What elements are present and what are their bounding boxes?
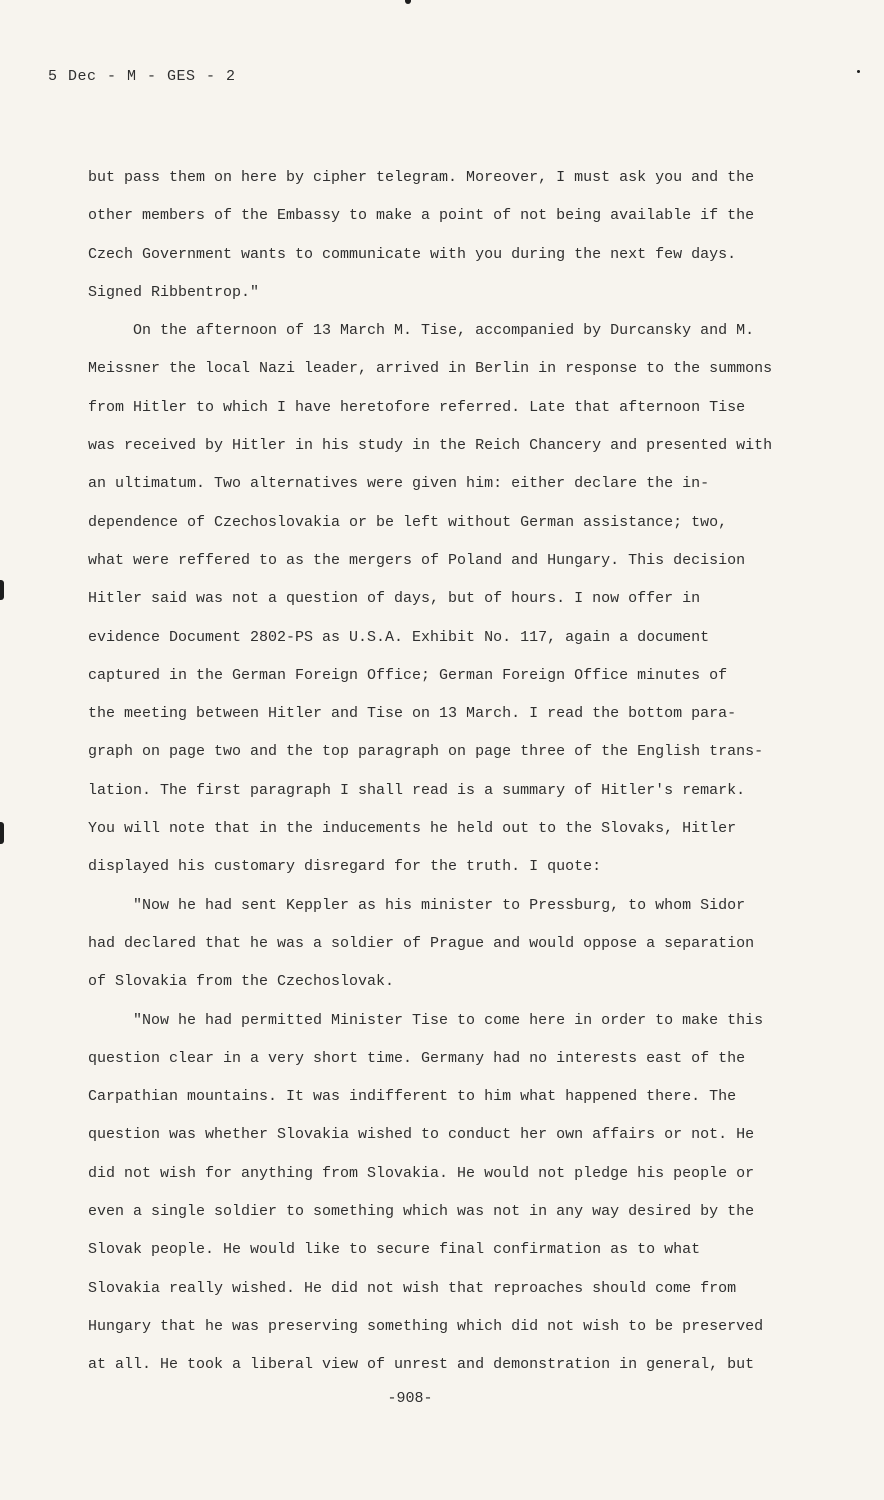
text-line: evidence Document 2802-PS as U.S.A. Exhibit No. 117, again a document bbox=[88, 628, 710, 646]
text-line: displayed his customary disregard for the truth. I quote: bbox=[88, 858, 602, 876]
text-line: the meeting between Hitler and Tise on 13 March. I read the bottom para- bbox=[88, 705, 737, 723]
text-line: but pass them on here by cipher telegram. Moreover, I must ask you and the bbox=[88, 169, 755, 186]
text-line: question was whether Slovakia wished to conduct her own affairs or not. He bbox=[88, 1126, 755, 1144]
text-line: other members of the Embassy to make a point of not being available if the bbox=[88, 207, 755, 225]
text-line: "Now he had sent Keppler as his minister to Pressburg, to whom Sidor bbox=[88, 896, 746, 914]
text-line: even a single soldier to something which was not in any way desired by the bbox=[88, 1203, 755, 1221]
text-line: "Now he had permitted Minister Tise to come here in order to make this bbox=[88, 1011, 764, 1029]
text-line: Hungary that he was preserving something which did not wish to be preserved bbox=[88, 1317, 764, 1335]
text-line: You will note that in the inducements he held out to the Slovaks, Hitler bbox=[88, 820, 737, 838]
text-line: graph on page two and the top paragraph on page three of the English trans- bbox=[88, 743, 764, 761]
text-line: Carpathian mountains. It was indifferent to him what happened there. The bbox=[88, 1088, 737, 1106]
paper-mark-left-upper bbox=[0, 580, 4, 600]
text-line: what were reffered to as the mergers of Poland and Hungary. This decision bbox=[88, 551, 746, 569]
document-body-text bbox=[88, 159, 824, 1385]
text-line: of Slovakia from the Czechoslovak. bbox=[88, 973, 395, 991]
text-line: Slovak people. He would like to secure final confirmation as to what bbox=[88, 1241, 701, 1259]
text-line: On the afternoon of 13 March M. Tise, accompanied by Durcansky and M. bbox=[88, 322, 755, 340]
text-line: did not wish for anything from Slovakia. He would not pledge his people or bbox=[88, 1164, 755, 1182]
paper-mark-left-lower bbox=[0, 822, 4, 844]
text-line: at all. He took a liberal view of unrest and demonstration in general, but bbox=[88, 1356, 755, 1374]
text-line: an ultimatum. Two alternatives were given him: either declare the in- bbox=[88, 475, 710, 493]
text-line: had declared that he was a soldier of Prague and would oppose a separation bbox=[88, 934, 755, 952]
text-line: Signed Ribbentrop." bbox=[88, 283, 260, 301]
paper-mark-top bbox=[405, 0, 411, 4]
text-line: lation. The first paragraph I shall read is a summary of Hitler's remark. bbox=[88, 781, 746, 799]
text-line: captured in the German Foreign Office; German Foreign Office minutes of bbox=[88, 666, 728, 684]
paper-speck bbox=[857, 70, 860, 73]
document-header-id: 5 Dec - M - GES - 2 bbox=[48, 68, 236, 85]
text-line: Meissner the local Nazi leader, arrived in Berlin in response to the summons bbox=[88, 360, 773, 378]
text-line: Slovakia really wished. He did not wish that reproaches should come from bbox=[88, 1279, 737, 1297]
text-line: from Hitler to which I have heretofore referred. Late that afternoon Tise bbox=[88, 398, 746, 416]
text-line: question clear in a very short time. Germany had no interests east of the bbox=[88, 1049, 746, 1067]
text-line: dependence of Czechoslovakia or be left without German assistance; two, bbox=[88, 513, 728, 531]
text-line: Hitler said was not a question of days, but of hours. I now offer in bbox=[88, 590, 701, 608]
text-line: was received by Hitler in his study in the Reich Chancery and presented with bbox=[88, 437, 773, 455]
page-number: -908- bbox=[387, 1390, 433, 1407]
text-line: Czech Government wants to communicate with you during the next few days. bbox=[88, 245, 737, 263]
